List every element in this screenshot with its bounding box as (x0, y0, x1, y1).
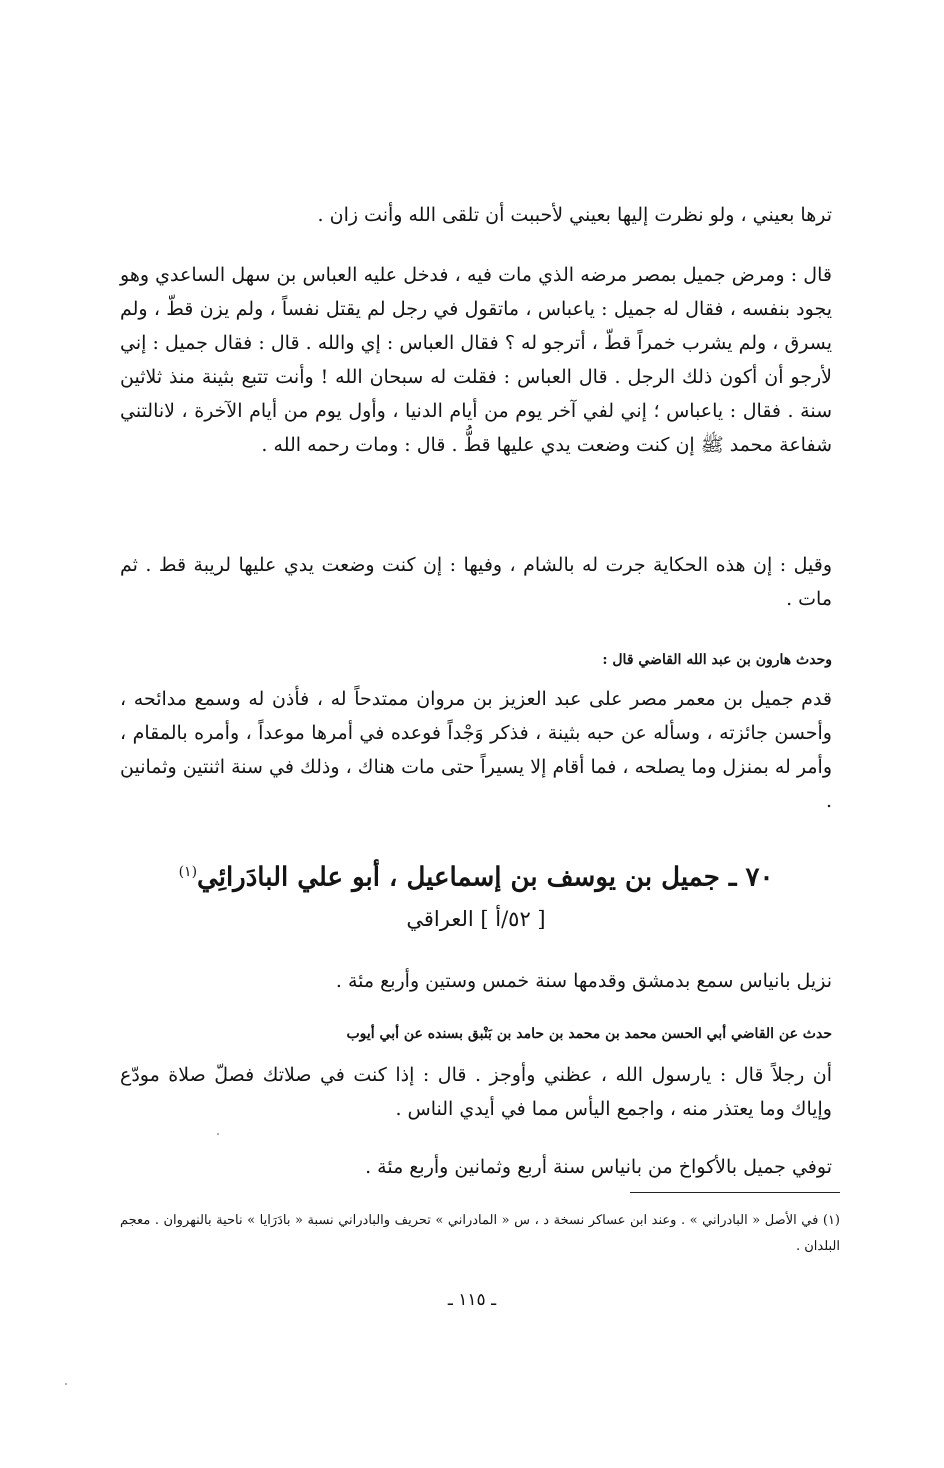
footnote-marker: (١) (178, 864, 198, 880)
entry-title-text: ٧٠ ـ جميل بن يوسف بن إسماعيل ، أبو علي البادَرائِي (197, 862, 774, 893)
entry-subtitle: [ ٥٢/أ ] العراقي (406, 907, 546, 931)
page-number: ـ ١١٥ ـ (447, 1290, 497, 1310)
entry-paragraph-residence: نزيل بانياس سمع بدمشق وقدمها سنة خمس وستين وأربع مئة . (335, 970, 832, 992)
paragraph-jamil-death: قال : ومرض جميل بمصر مرضه الذي مات فيه ، فدخل عليه العباس بن سهل الساعدي وهو يجود بنفسه ، فقال له جميل : ياعباس ، ماتقول في رجل لم يقتل نفساً ، ولم يزن قطّ ، ولم يسرق ، ولم يشرب خمراً قطّ ، أترجو له ؟ فقال العباس : إي والله . قال : فقال جميل : إني لأرجو أن أكون ذلك الرجل . قال العباس : فقلت له سبحان الله ! وأنت تتبع بثينة منذ ثلاثين سنة . فقال : ياعباس ؛ إني لفي آخر يوم من أيام الدنيا ، وأول يوم من أيام الآخرة ، لانالتني شفاعة محمد ﷺ إن كنت وضعت يدي عليها قطُّ . قال : ومات رحمه الله . (120, 264, 832, 456)
entry-death: توفي جميل بالأكواخ من بانياس سنة أربع وثمانين وأربع مئة . (365, 1156, 832, 1178)
entry-title (120, 852, 832, 898)
entry-hadith: أن رجلاً قال : يارسول الله ، عظني وأوجز . قال : إذا كنت في صلاتك فصلّ صلاة مودّع وإياك وما يعتذر منه ، واجمع اليأس مما في أيدي الناس . (120, 1064, 832, 1120)
entry-isnad: حدث عن القاضي أبي الحسن محمد بن محمد بن حامد بن بَنْبق بسنده عن أبي أيوب (346, 1026, 832, 1042)
isnad-harun: وحدث هارون بن عبد الله القاضي قال : (602, 652, 832, 668)
footnote: (١) في الأصل « البادراني » . وعند ابن عساكر نسخة د ، س « المادراني » تحريف والبادراني نسبة « بادَرَايا » ناحية بالنهروان . معجم البلدان . (120, 1213, 840, 1254)
scan-speck (217, 1133, 219, 1135)
paragraph-another-narration: وقيل : إن هذه الحكاية جرت له بالشام ، وفيها : إن كنت وضعت يدي عليها لريبة قط . ثم مات . (120, 554, 832, 610)
scan-speck (65, 1383, 67, 1385)
paragraph-continuation: ترها بعيني ، ولو نظرت إليها بعيني لأحببت أن تلقى الله وأنت زان . (317, 204, 832, 226)
footnote-separator (630, 1192, 840, 1193)
paragraph-jamil-egypt: قدم جميل بن معمر مصر على عبد العزيز بن مروان ممتدحاً له ، فأذن له وسمع مدائحه ، وأحسن جائزته ، وسأله عن حبه بثينة ، فذكر وَجْداً فوعده في أمرها موعداً ، وأمره بالمقام ، وأمر له بمنزل وما يصلحه ، فما أقام إلا يسيراً حتى مات هناك ، وذلك في سنة اثنتين وثمانين . (120, 688, 832, 812)
